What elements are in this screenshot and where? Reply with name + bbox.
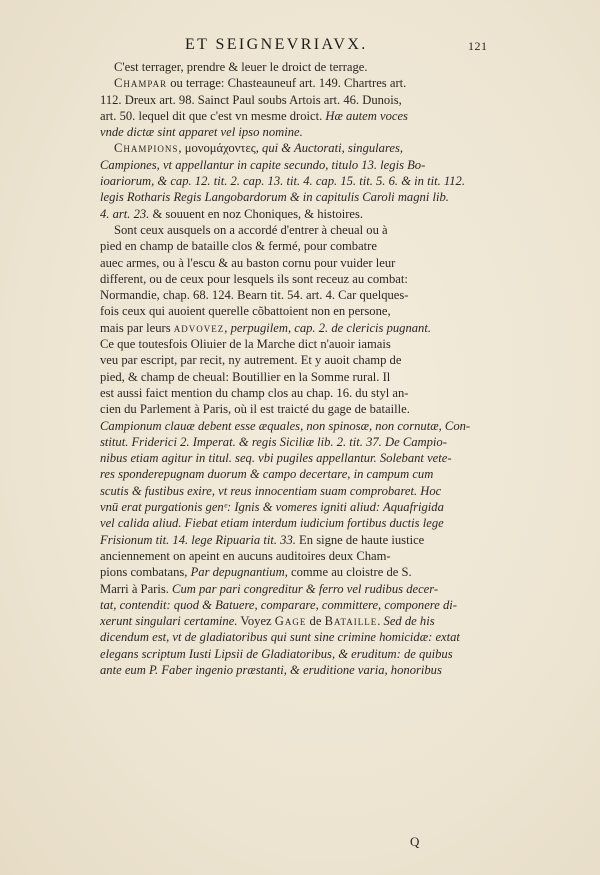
text-line (100, 483, 520, 499)
text-run: veu par escript, par recit, ny autrement. Et y auoit champ de (100, 353, 402, 368)
italic-run: scutis & fustibus exire, vt reus innocentiam suam comprobaret. Hoc (100, 483, 442, 498)
italic-run: Hæ autem voces (325, 108, 408, 123)
text-run: pions combatans, (100, 565, 191, 580)
small-caps-run: Champar (114, 76, 168, 91)
italic-run: xerunt singulari certamine. (100, 614, 238, 629)
page-number: 121 (468, 39, 488, 53)
text-run: cien du Parlement à Paris, où il est traicté du gage de bataille. (100, 402, 410, 417)
text-line (100, 320, 520, 336)
text-run: de (306, 614, 325, 629)
text-run: pied en champ de bataille clos & fermé, pour combatre (100, 239, 377, 254)
text-run: Marri à Paris. (100, 581, 173, 596)
italic-run: tat, contendit: quod & Batuere, comparare, committere, componere di- (100, 597, 457, 612)
text-run: Ce que toutesfois Oliuier de la Marche dict n'auoir iamais (100, 337, 391, 352)
text-line (100, 140, 520, 156)
paragraph (100, 222, 520, 678)
text-run: mais par leurs (100, 320, 174, 335)
page-header (0, 36, 600, 58)
text-run: different, ou de ceux pour lesquels ils sont receuz au combat: (100, 271, 408, 286)
text-line (100, 255, 520, 271)
small-caps-run: Champions (114, 141, 179, 156)
text-run: ou terrage: Chasteauneuf art. 149. Chartres art. (167, 76, 407, 91)
italic-run: ante eum P. Faber ingenio præstanti, & eruditione varia, honoribus (100, 662, 442, 677)
main-text (100, 59, 520, 678)
italic-run: ioariorum, & cap. 12. tit. 2. cap. 13. tit. 4. cap. 15. tit. 5. 6. & in tit. 112. (100, 174, 465, 189)
text-run: En signe de haute iustice (295, 532, 425, 547)
italic-run: qui & Auctorati, singulares, (262, 141, 404, 156)
catchword: Q (410, 834, 420, 849)
text-line (100, 597, 520, 613)
text-run: est aussi faict mention du champ clos au chap. 16. du styl an- (100, 385, 409, 400)
paragraph (100, 140, 520, 221)
running-head: ET SEIGNEVRIAVX. (185, 36, 368, 53)
paragraph (100, 75, 520, 140)
text-run: C'est terrager, prendre & leuer le droict de terrage. (114, 60, 368, 74)
text-line (100, 532, 520, 548)
italic-run: vnde dictæ sint apparet vel ipso nomine. (100, 125, 303, 140)
italic-run: Cum par pari congreditur & ferro vel rudibus decer- (172, 581, 439, 596)
italic-run: elegans scriptum Iusti Lipsii de Gladiatoribus, & eruditum: de quibus (100, 646, 453, 661)
text-line (100, 238, 520, 254)
text-line (100, 499, 520, 515)
text-line (100, 352, 520, 368)
italic-run: Par depugnantium (190, 565, 285, 580)
italic-run: dicendum est, vt de gladiatoribus qui sunt sine crimine homicidæ: extat (100, 630, 460, 645)
italic-run: legis Rotharis Regis Langobardorum & in capitulis Caroli magni lib. (100, 190, 449, 205)
text-run: , comme au cloistre de S. (284, 565, 412, 580)
italic-run: Campionum clauæ debent esse æquales, non spinosæ, non cornutæ, Con- (100, 418, 471, 433)
italic-run: nibus etiam agitur in titul. seq. vbi pugiles appellantur. Solebant vete- (100, 451, 452, 466)
text-run: anciennement on apeint en aucuns auditoires deux Cham- (100, 548, 391, 563)
text-line (100, 564, 520, 580)
text-run: , (224, 320, 231, 335)
text-line (100, 59, 520, 75)
italic-run: vnū erat purgationis genᵉ: Ignis & vomeres igniti aliud: Aquafrigida (100, 500, 444, 515)
text-line (100, 206, 520, 222)
text-run: & souuent en noz Choniques, & histoires. (149, 206, 364, 221)
text-line (100, 222, 520, 238)
text-line (100, 108, 520, 124)
text-line (100, 385, 520, 401)
text-run: Voyez (237, 614, 275, 629)
text-run: . (377, 614, 384, 629)
text-run: Sont ceux ausquels on a accordé d'entrer à cheual ou à (114, 222, 388, 237)
small-caps-run: Bataille (324, 614, 378, 629)
italic-run: res sponderepugnam duorum & campo decertare, in campum cum (100, 467, 434, 482)
paragraph (100, 59, 520, 75)
text-line (100, 303, 520, 319)
text-line (100, 450, 520, 466)
italic-run: 4. art. 23. (100, 206, 150, 221)
text-line (100, 629, 520, 645)
text-line (100, 646, 520, 662)
text-line (100, 369, 520, 385)
text-run: fois ceux qui auoient querelle cõbattoient non en persone, (100, 304, 391, 319)
text-run: , μονομάχοντες, (178, 141, 263, 156)
text-run: auec armes, ou à l'escu & au baston cornu pour vuider leur (100, 255, 396, 270)
text-line (100, 401, 520, 417)
text-line (100, 548, 520, 564)
text-line (100, 92, 520, 108)
italic-run: perpugilem, cap. 2. de clericis pugnant. (230, 320, 432, 335)
text-run: pied, & champ de cheual: Boutillier en la Somme rural. Il (100, 369, 391, 384)
text-line (100, 613, 520, 629)
text-line (100, 157, 520, 173)
small-caps-run: Gage (274, 614, 307, 629)
text-run: art. 50. lequel dit que c'est vn mesme droict. (100, 108, 326, 123)
text-run: Normandie, chap. 68. 124. Bearn tit. 54. art. 4. Car quelques- (100, 288, 409, 303)
italic-run: Sed de his (383, 614, 435, 629)
text-line (100, 124, 520, 140)
text-line (100, 515, 520, 531)
small-caps-run: advovez (173, 320, 225, 335)
italic-run: Campiones, vt appellantur in capite secundo, titulo 13. legis Bo- (100, 157, 426, 172)
text-line (100, 271, 520, 287)
text-line (100, 418, 520, 434)
italic-run: vel calida aliud. Fiebat etiam interdum iudicium fortibus ductis lege (100, 516, 444, 531)
text-line (100, 662, 520, 678)
text-line (100, 336, 520, 352)
italic-run: Frisionum tit. 14. lege Ripuaria tit. 33. (100, 532, 296, 547)
text-line (100, 75, 520, 91)
text-run: 112. Dreux art. 98. Sainct Paul soubs Artois art. 46. Dunois, (100, 92, 402, 107)
text-line (100, 189, 520, 205)
text-line (100, 434, 520, 450)
italic-run: stitut. Friderici 2. Imperat. & regis Siciliæ lib. 2. tit. 37. De Campio- (100, 434, 447, 449)
text-line (100, 466, 520, 482)
text-line (100, 581, 520, 597)
text-line (100, 173, 520, 189)
text-line (100, 287, 520, 303)
